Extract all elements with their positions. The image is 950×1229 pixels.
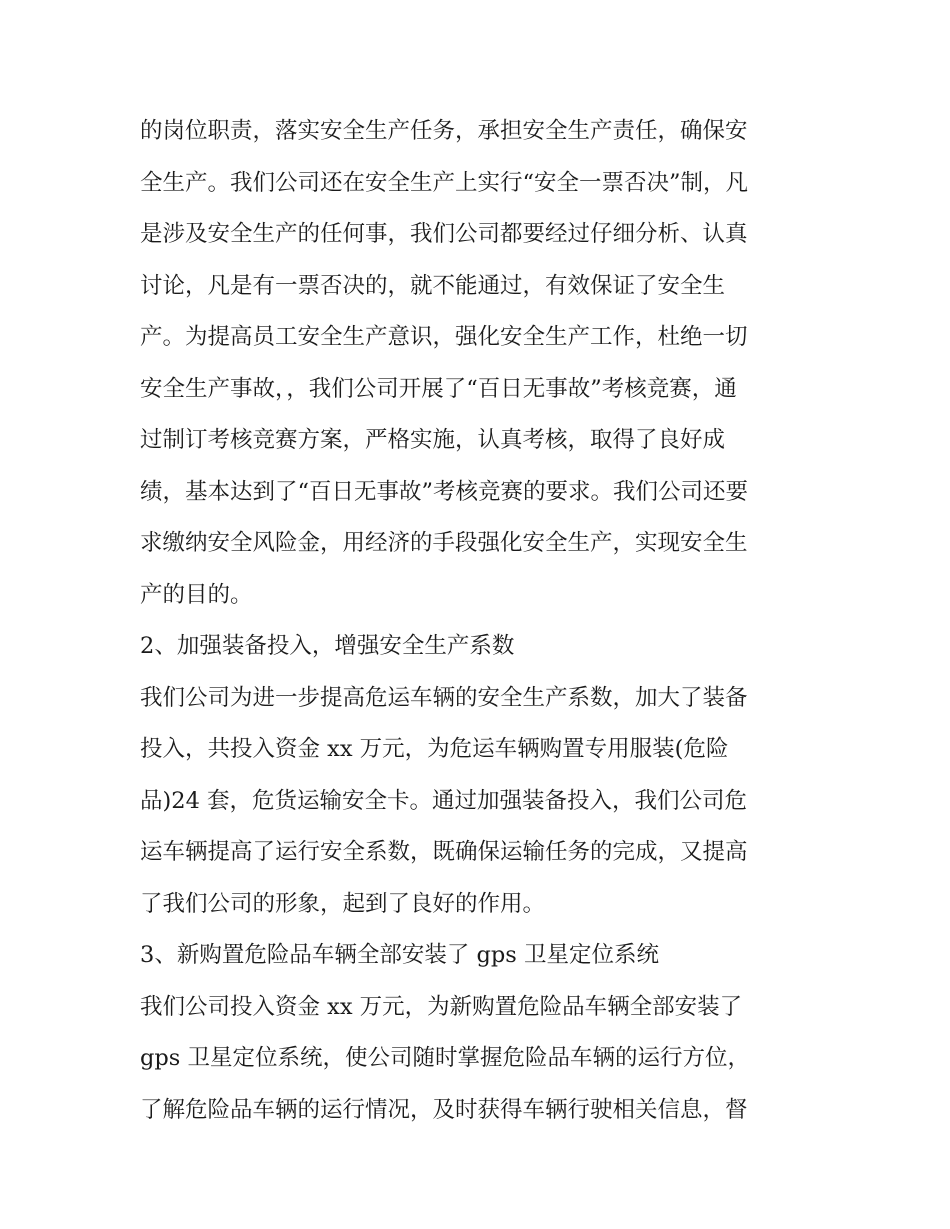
text-line: 品)24 套，危货运输安全卡。通过加强装备投入，我们公司危 bbox=[140, 787, 748, 814]
text-line: 产。为提高员工安全生产意识，强化安全生产工作，杜绝一切 bbox=[140, 324, 748, 350]
text-line: 讨论，凡是有一票否决的，就不能通过，有效保证了安全生 bbox=[140, 272, 726, 299]
text-line: 过制订考核竞赛方案，严格实施，认真考核，取得了良好成 bbox=[140, 427, 726, 453]
text-line: 我们公司为进一步提高危运车辆的安全生产系数，加大了装备 bbox=[140, 684, 748, 711]
text-line: gps 卫星定位系统，使公司随时掌握危险品车辆的运行方位， bbox=[140, 1045, 751, 1071]
text-line: 全生产。我们公司还在安全生产上实行“安全一票否决”制，凡 bbox=[140, 169, 749, 196]
section-heading-3: 3、新购置危险品车辆全部安装了 gps 卫星定位系统 bbox=[140, 942, 659, 968]
text-line: 求缴纳安全风险金，用经济的手段强化安全生产，实现安全生 bbox=[140, 530, 748, 556]
text-line: 安全生产事故，，我们公司开展了“百日无事故”考核竞赛，通 bbox=[140, 375, 737, 402]
document-body bbox=[140, 106, 820, 1136]
section-heading-2: 2、加强装备投入，增强安全生产系数 bbox=[140, 633, 515, 659]
text-line: 绩，基本达到了“百日无事故”考核竞赛的要求。我们公司还要 bbox=[140, 478, 749, 505]
text-line: 产的目的。 bbox=[140, 581, 253, 608]
text-line: 我们公司投入资金 xx 万元，为新购置危险品车辆全部安装了 bbox=[140, 993, 743, 1020]
text-line: 运车辆提高了运行安全系数，既确保运输任务的完成，又提高 bbox=[140, 839, 748, 865]
text-line: 了解危险品车辆的运行情况，及时获得车辆行驶相关信息，督 bbox=[140, 1096, 748, 1123]
text-line: 投入，共投入资金 xx 万元，为危运车辆购置专用服装(危险 bbox=[140, 736, 729, 762]
text-line: 的岗位职责，落实安全生产任务，承担安全生产责任，确保安 bbox=[140, 118, 748, 144]
text-line: 是涉及安全生产的任何事，我们公司都要经过仔细分析、认真 bbox=[140, 221, 748, 247]
text-line: 了我们公司的形象，起到了良好的作用。 bbox=[140, 890, 546, 917]
